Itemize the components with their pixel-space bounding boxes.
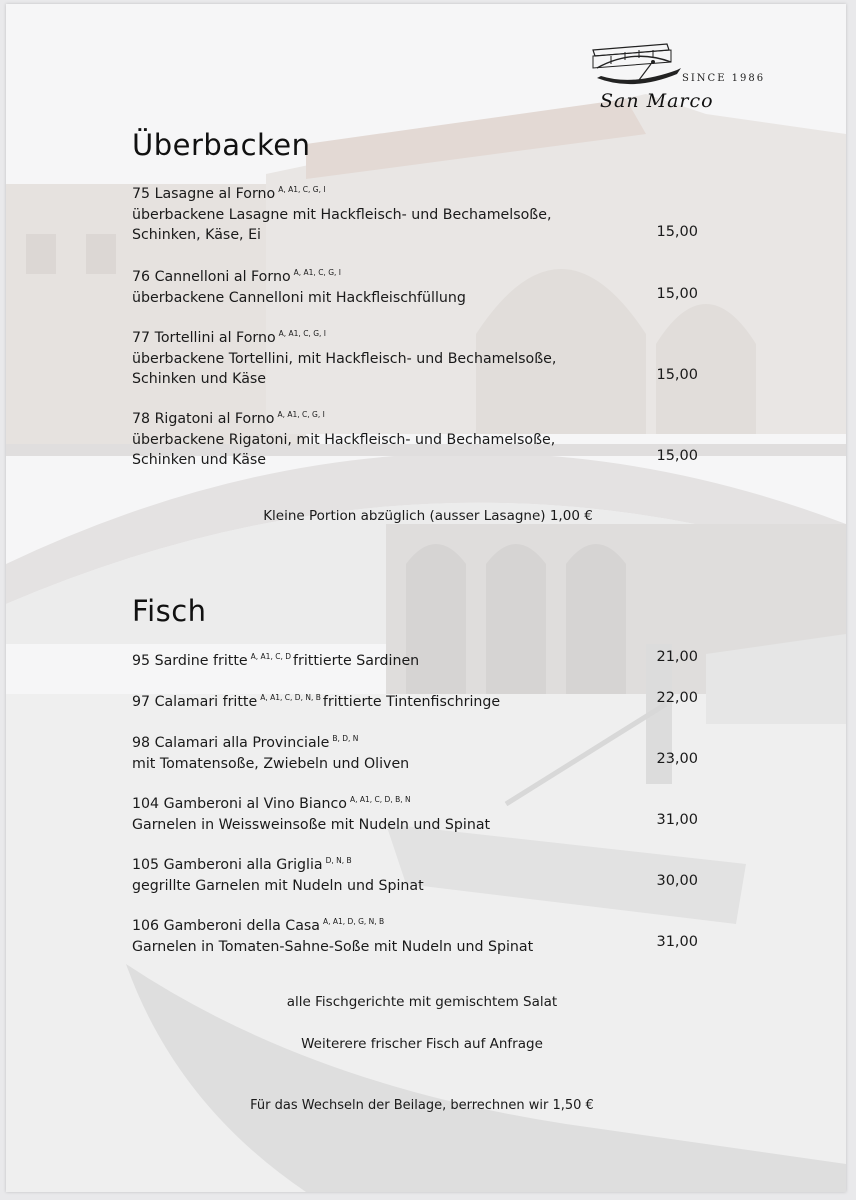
item-name: 105 Gamberoni alla Griglia: [132, 857, 323, 873]
item-price: 23,00: [656, 751, 698, 767]
menu-page: [6, 4, 846, 1192]
allergen-codes: A, A1, C, D, N, B: [260, 693, 321, 702]
item-price: 31,00: [656, 934, 698, 950]
allergen-codes: B, D, N: [332, 734, 359, 743]
section-title-ueberbacken: Überbacken: [132, 128, 311, 162]
menu-item: [132, 180, 732, 246]
menu-item: [132, 324, 732, 390]
since-text: SINCE 1986: [682, 73, 766, 84]
side-change-note: Für das Wechseln der Beilage, berrechnen wir 1,50 €: [250, 1098, 594, 1113]
allergen-codes: A, A1, C, G, I: [293, 268, 341, 277]
item-price: 15,00: [656, 367, 698, 383]
item-price: 21,00: [656, 649, 698, 665]
allergen-codes: A, A1, C, G, I: [278, 329, 326, 338]
menu-item: [132, 405, 732, 471]
item-price: 15,00: [656, 286, 698, 302]
item-description: Garnelen in Weissweinsoße mit Nudeln und Spinat: [132, 816, 491, 833]
allergen-codes: A, A1, C, D, B, N: [349, 795, 411, 804]
item-description: frittierte Sardinen: [293, 653, 420, 669]
item-price: 22,00: [656, 690, 698, 706]
menu-item: [132, 912, 732, 957]
item-description: mit Tomatensoße, Zwiebeln und Oliven: [132, 755, 410, 772]
item-description: Schinken und Käse: [132, 371, 267, 387]
portion-note: Kleine Portion abzüglich (ausser Lasagne) 1,00 €: [263, 508, 593, 524]
item-price: 31,00: [656, 812, 698, 828]
allergen-codes: A, A1, C, G, I: [278, 185, 326, 194]
item-name: 76 Cannelloni al Forno: [132, 269, 291, 285]
allergen-codes: D, N, B: [325, 856, 352, 865]
item-name: 97 Calamari fritte: [132, 694, 258, 710]
item-name: 106 Gamberoni della Casa: [132, 918, 320, 934]
item-description: überbackene Rigatoni, mit Hackfleisch- und Bechamelsoße,: [132, 431, 556, 448]
item-price: 15,00: [656, 448, 698, 464]
item-name: 77 Tortellini al Forno: [132, 330, 276, 346]
item-price: 30,00: [656, 873, 698, 889]
section-title-fisch: Fisch: [132, 594, 207, 628]
item-name: 78 Rigatoni al Forno: [132, 411, 275, 427]
item-description: Schinken, Käse, Ei: [132, 227, 261, 243]
item-name: 95 Sardine fritte: [132, 653, 248, 669]
salad-note: alle Fischgerichte mit gemischtem Salat: [286, 994, 558, 1010]
menu-item: [132, 851, 732, 896]
menu-item: [132, 688, 732, 713]
item-description: frittierte Tintenfischringe: [322, 694, 501, 710]
item-description: gegrillte Garnelen mit Nudeln und Spinat: [132, 877, 424, 894]
menu-item: [132, 729, 732, 774]
allergen-codes: A, A1, C, D: [250, 652, 292, 661]
item-description: Garnelen in Tomaten-Sahne-Soße mit Nudeln und Spinat: [132, 938, 534, 955]
menu-item: [132, 263, 732, 308]
menu-item: [132, 647, 732, 672]
brand-name: San Marco: [600, 90, 714, 112]
item-description: überbackene Lasagne mit Hackfleisch- und Bechamelsoße,: [132, 206, 552, 223]
item-price: 15,00: [656, 224, 698, 240]
item-name: 98 Calamari alla Provinciale: [132, 735, 330, 751]
menu-item: [132, 790, 732, 835]
item-name: 75 Lasagne al Forno: [132, 186, 276, 202]
item-name: 104 Gamberoni al Vino Bianco: [132, 796, 347, 812]
item-description: Schinken und Käse: [132, 452, 267, 468]
fresh-fish-note: Weiterere frischer Fisch auf Anfrage: [301, 1036, 543, 1052]
allergen-codes: A, A1, C, G, I: [277, 410, 325, 419]
item-description: überbackene Tortellini, mit Hackfleisch- und Bechamelsoße,: [132, 350, 557, 367]
allergen-codes: A, A1, D, G, N, B: [322, 917, 385, 926]
item-description: überbackene Cannelloni mit Hackfleischfüllung: [132, 289, 466, 306]
